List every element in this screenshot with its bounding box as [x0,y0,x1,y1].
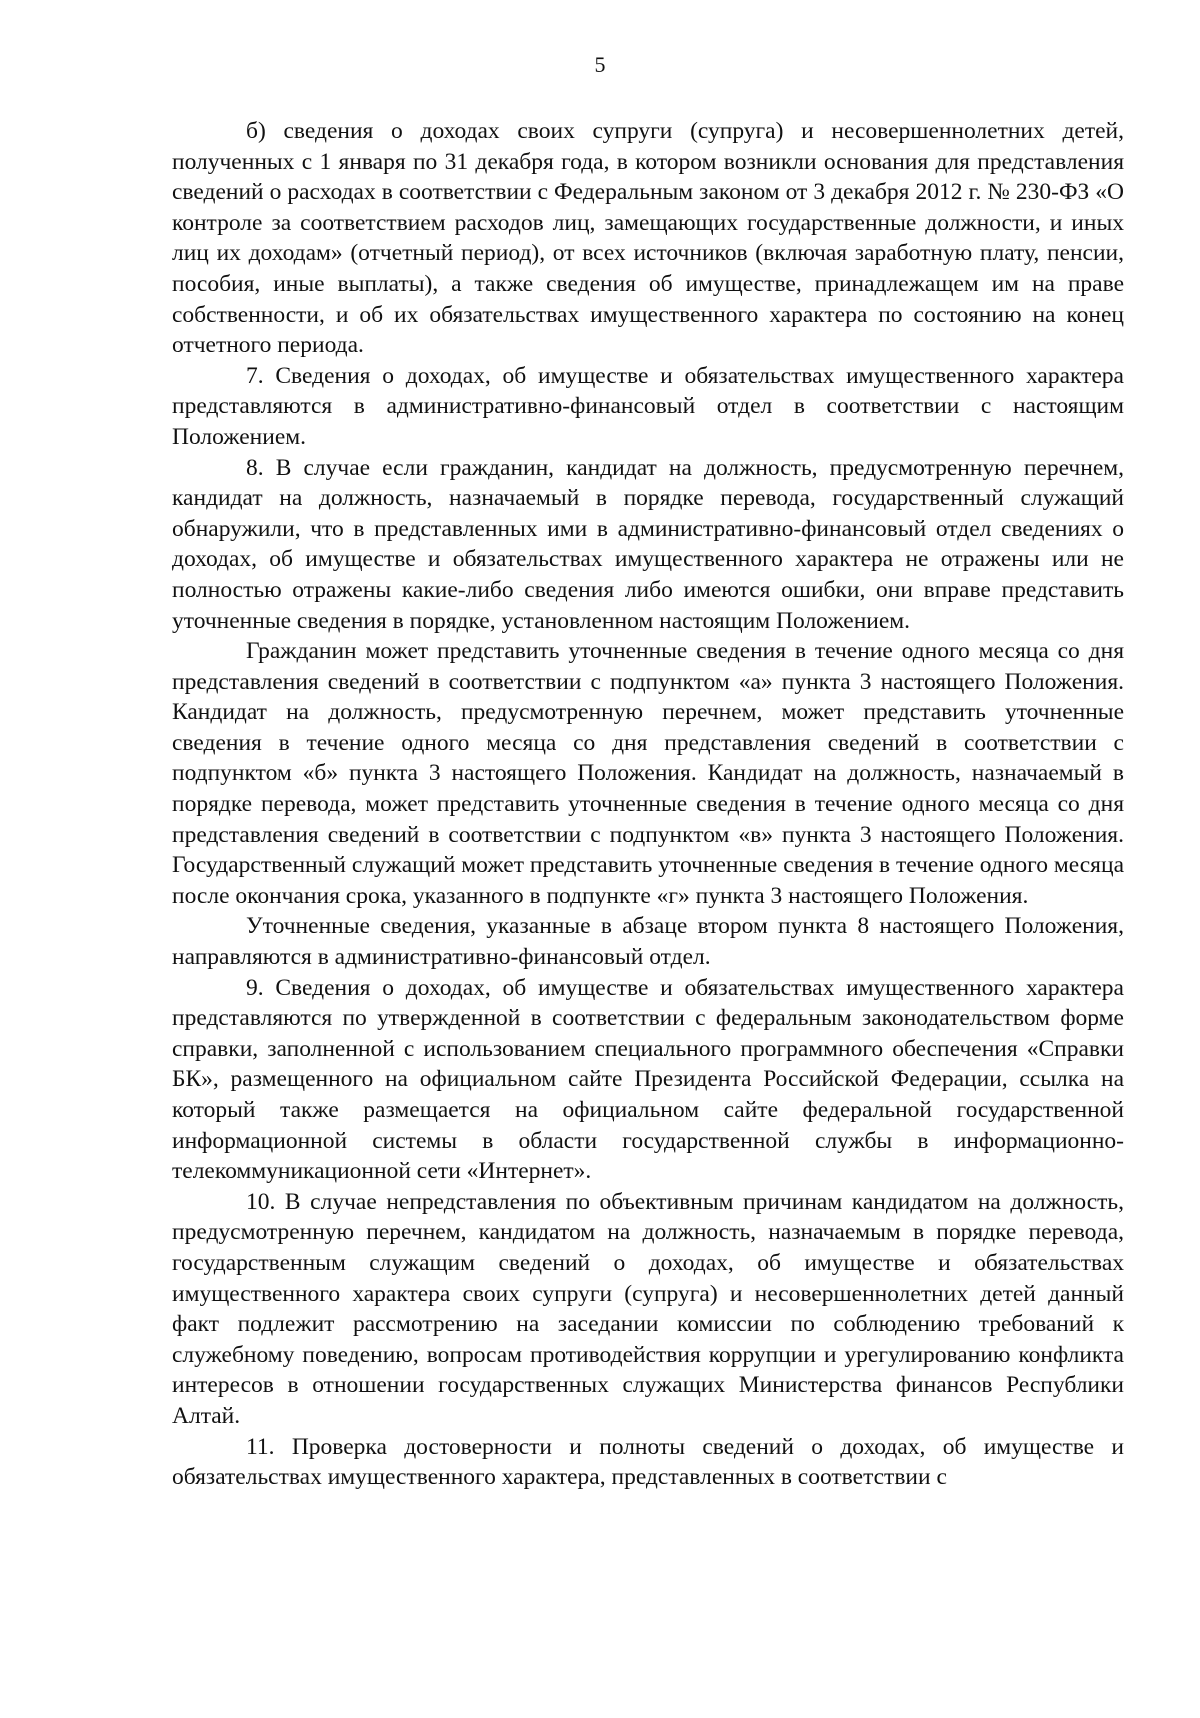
paragraph-9: 9. Сведения о доходах, об имуществе и обязательствах имущественного характера представляются по утвержденной в соответствии с федеральным законодательством форме справки, заполненной с использованием специального программного обеспечения «Справки БК», размещенного на официальном сайте Президента Российской Федерации, ссылка на который также размещается на официальном сайте федеральной государственной информационной системы в области государственной службы в информационно-телекоммуникационной сети «Интернет». [172,974,1124,1185]
page-number: 5 [594,52,606,77]
paragraph-7: 7. Сведения о доходах, об имуществе и обязательствах имущественного характера представляются в административно-финансовый отдел в соответствии с настоящим Положением. [172,362,1124,450]
paragraph-6b: б) сведения о доходах своих супруги (супруга) и несовершеннолетних детей, полученных с 1 января по 31 декабря года, в котором возникли основания для представления сведений о расходах в соответствии с Федеральным законом от 3 декабря 2012 г. № 230-ФЗ «О контроле за соответствием расходов лиц, замещающих государственные должности, и иных лиц их доходам» (отчетный период), от всех источников (включая заработную плату, пенсии, пособия, иные выплаты), а также сведения об имуществе, принадлежащем им на праве собственности, и об их обязательствах имущественного характера по состоянию на конец отчетного периода. [172,118,1124,359]
paragraph-10: 10. В случае непредставления по объективным причинам кандидатом на должность, предусмотренную перечнем, кандидатом на должность, назначаемым в порядке перевода, государственным служащим сведений о доходах, об имуществе и обязательствах имущественного характера своих супруги (супруга) и несовершеннолетних детей данный факт подлежит рассмотрению на заседании комиссии по соблюдению требований к служебному поведению, вопросам противодействия коррупции и урегулированию конфликта интересов в отношении государственных служащих Министерства финансов Республики Алтай. [172,1188,1124,1429]
paragraph-11: 11. Проверка достоверности и полноты сведений о доходах, об имуществе и обязательствах имущественного характера, представленных в соответствии с [172,1433,1124,1491]
paragraph-8-second: Гражданин может представить уточненные сведения в течение одного месяца со дня представления сведений в соответствии с подпунктом «а» пункта 3 настоящего Положения. Кандидат на должность, предусмотренную перечнем, может представить уточненные сведения в течение одного месяца со дня представления сведений в соответствии с подпунктом «б» пункта 3 настоящего Положения. Кандидат на должность, назначаемый в порядке перевода, может представить уточненные сведения в течение одного месяца со дня представления сведений в соответствии с подпунктом «в» пункта 3 настоящего Положения. Государственный служащий может представить уточненные сведения в течение одного месяца после окончания срока, указанного в подпункте «г» пункта 3 настоящего Положения. [172,638,1124,909]
paragraph-8: 8. В случае если гражданин, кандидат на должность, предусмотренную перечнем, кандидат на должность, назначаемый в порядке перевода, государственный служащий обнаружили, что в представленных ими в административно-финансовый отдел сведениях о доходах, об имуществе и обязательствах имущественного характера не отражены или не полностью отражены какие-либо сведения либо имеются ошибки, они вправе представить уточненные сведения в порядке, установленном настоящим Положением. [172,454,1124,634]
document-body [172,116,1124,1493]
paragraph-8-third: Уточненные сведения, указанные в абзаце втором пункта 8 настоящего Положения, направляются в административно-финансовый отдел. [172,913,1124,971]
